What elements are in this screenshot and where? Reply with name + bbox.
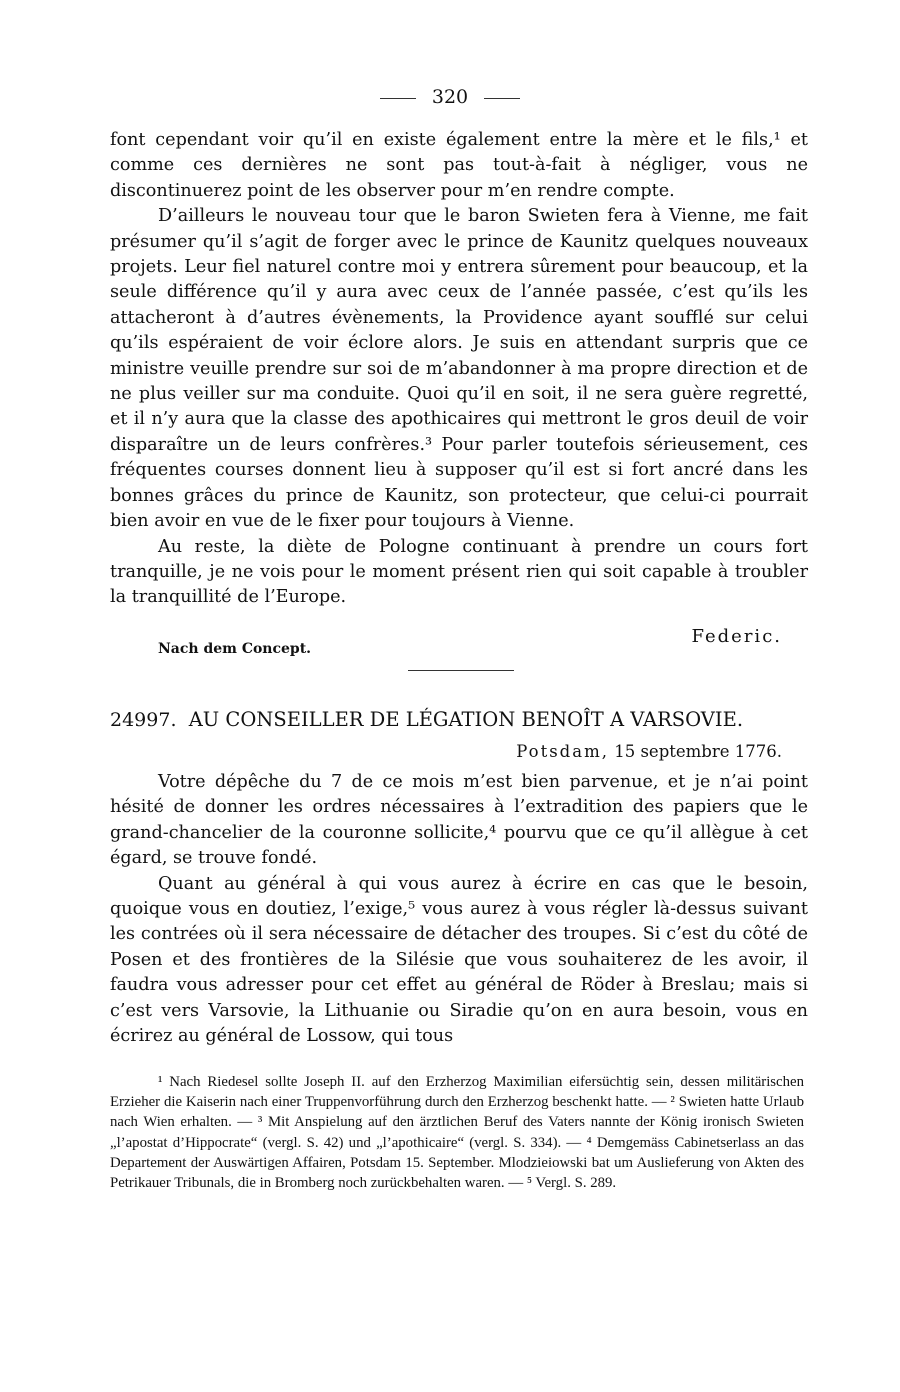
page-number-rule-left	[380, 98, 416, 99]
letter-2-paragraph-1: Votre dépêche du 7 de ce mois m’est bien parvenue, et je n’ai point hésité de donner les ordres nécessaires à l’extradition des papiers que le grand-chancelier de la couronne sollicite,⁴ pourvu que ce qu’il allègue à cet égard, se trouve fondé.	[110, 772, 808, 869]
letter-1-paragraph-3: Au reste, la diète de Pologne continuant à prendre un cours fort tranquille, je ne vois pour le moment présent rien qui soit capable à troubler la tranquillité de l’Europe.	[110, 536, 808, 608]
letter-2-heading	[110, 708, 810, 731]
letter-title: AU CONSEILLER DE LÉGATION BENOÎT A VARSOVIE.	[188, 708, 744, 731]
footnotes	[110, 1072, 804, 1193]
dateline	[516, 742, 782, 761]
page-number	[0, 86, 900, 108]
letter-2-body	[110, 770, 808, 1049]
section-divider	[408, 670, 514, 671]
footnotes-text: ¹ Nach Riedesel sollte Joseph II. auf den Erzherzog Maximilian eifersüchtig sein, dessen militärischen Erzieher die Kaiserin nach einer Truppenvorführung durch den Erzherzog beschenkt hatte. — ² Swieten hatte Urlaub nach Wien erhalten. — ³ Mit Anspielung auf den ärztlichen Beruf des Vaters nannte der König ironisch Swieten „l’apostat d’Hippocrate“ (vergl. S. 42) und „l’apothicaire“ (vergl. S. 334). — ⁴ Demgemäss Cabinetserlass an das Departement der Auswärtigen Affairen, Potsdam 15. September. Mlodzieiowski bat um Auslieferung von Akten des Petrikauer Tribunals, die in Bromberg noch zurückbehalten waren. — ⁵ Vergl. S. 289.	[110, 1074, 804, 1192]
page-number-text: 320	[431, 86, 469, 108]
source-note: Nach dem Concept.	[158, 641, 312, 657]
letter-number: 24997.	[110, 709, 177, 731]
letter-1-body	[110, 128, 808, 611]
letter-2-paragraph-2: Quant au général à qui vous aurez à écrire en cas que le besoin, quoique vous en doutiez, l’exige,⁵ vous aurez à vous régler là-dessus suivant les contrées où il sera nécessaire de détacher des troupes. Si c’est du côté de Posen et des frontières de la Silésie que vous souhaiterez de les avoir, il faudra vous adresser pour cet effet au général de Röder à Breslau; mais si c’est vers Varsovie, la Lithuanie ou Siradie qu’on en aura besoin, vous en écrirez au général de Lossow, qui tous	[110, 873, 808, 1047]
dateline-date: 15 septembre 1776.	[614, 742, 782, 761]
signature: Federic.	[691, 626, 782, 647]
letter-1-paragraph-2: D’ailleurs le nouveau tour que le baron Swieten fera à Vienne, me fait présumer qu’il s’agit de forger avec le prince de Kaunitz quelques nouveaux projets. Leur fiel naturel contre moi y entrera sûrement pour beaucoup, et la seule différence qu’il y aura avec ceux de l’année passée, c’est qu’ils les attacheront à d’autres évènements, la Providence ayant soufflé sur celui qu’ils espéraient de voir éclore alors. Je suis en attendant surpris que ce ministre veuille prendre sur soi de m’abandonner à ma propre direction et de ne plus veiller sur ma conduite. Quoi qu’il en soit, il ne sera guère regretté, et il n’y aura que la classe des apothicaires qui mettront le gros deuil de voir disparaître un de leurs confrères.³ Pour parler toutefois sérieusement, ces fréquentes courses donnent lieu à supposer qu’il est si fort ancré dans les bonnes grâces du prince de Kaunitz, son protecteur, que celui-ci pourrait bien avoir en vue de le fixer pour toujours à Vienne.	[110, 206, 808, 532]
letter-1-paragraph-1: font cependant voir qu’il en existe également entre la mère et le fils,¹ et comme ces dernières ne sont pas tout-à-fait à négliger, vous ne discontinuerez point de les observer pour m’en rendre compte.	[110, 130, 808, 201]
page-number-rule-right	[484, 98, 520, 99]
dateline-place: Potsdam,	[516, 742, 609, 761]
